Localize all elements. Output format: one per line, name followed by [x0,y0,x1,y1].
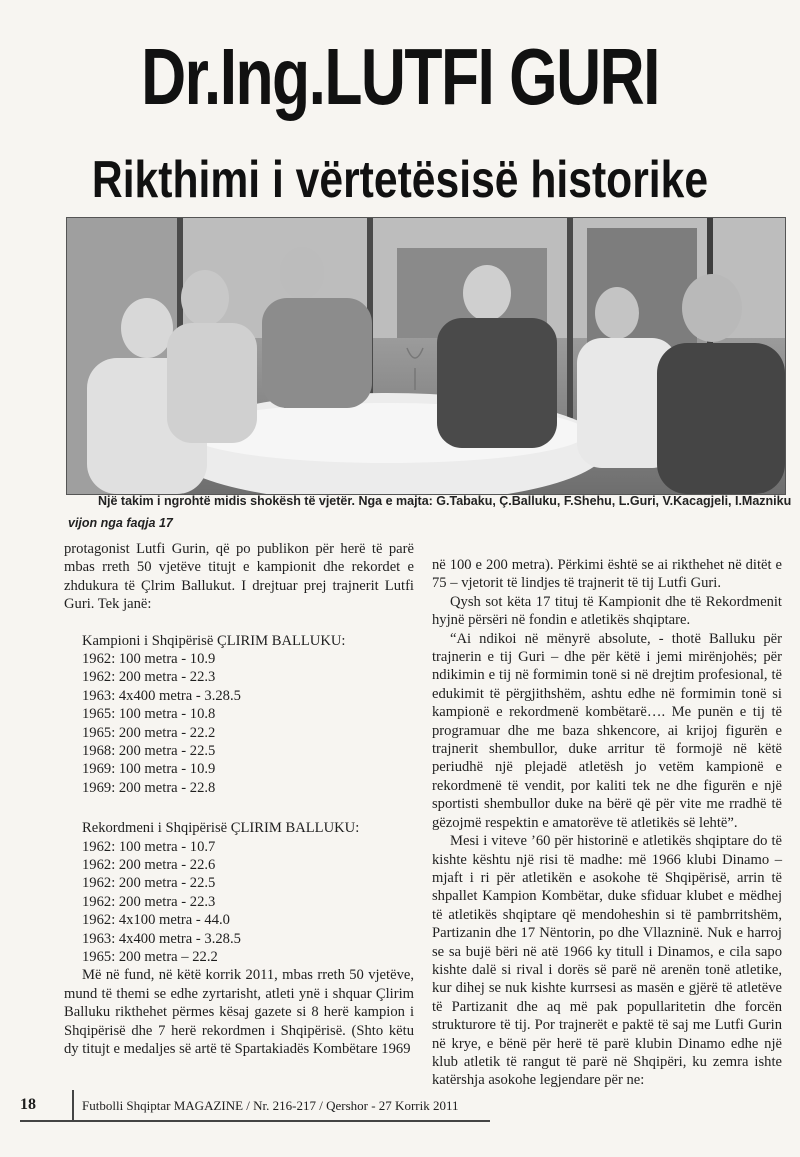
list-item: 1965: 100 metra - 10.8 [82,706,216,723]
list-item: 1962: 100 metra - 10.7 [82,838,216,855]
champion-list-header: Kampioni i Shqipërisë ÇLIRIM BALLUKU: [82,632,346,649]
photo-caption: Një takim i ngrohtë midis shokësh të vjetër. Nga e majta: G.Tabaku, Ç.Balluku, F.Shehu, L.Guri, V.Kacagjeli, I.Mazniku [98,494,792,508]
right-column [432,556,782,1090]
right-paragraph-3: “Ai ndikoi në mënyrë absolute, - thotë Balluku për trajnerin e tij Guri – dhe për këtë i jemi mirënjohës; për ndikimin e tij në formimin tonë si në drejtim profesional, të edukimit të përgjithshëm, ashtu edhe në formimin tonë si kampionë e rekordmenë kombëtarë…. Me punën e tij të programuar dhe me baza shkencore, ai krijoj figurën e trajnerit shembullor, duke arritur të formojë në këtë periudhë një plejadë atletësh jo vetëm kampionë e rekordmenë të vendit, por kaliti tek ne dhe figurën e një sportisti shembullor duke na bërë që për vite me rradhë të gëzojmë respektin e amatorëve të atletikës së lehtë”. [432,630,782,831]
right-paragraph-4: Mesi i viteve ’60 për historinë e atletikës shqiptare do të kishte kështu një risi të madhe: më 1966 klubi Dinamo – mjaft i ri për atletikën e asokohe të Shqipërisë, arrin të shpallet Kampion Kombëtar, duke sfiduar klubet e mëdhej të atletikës shqiptare që mendoheshin si të pambrritshëm, Partizanin dhe 17 Nëntorin, po dhe Vllazninë. Nuk e harroj se sa bujë bëri në atë 1966 ky titull i Dinamos, e cila sapo kishte dalë si rival i dorës së parë në arenën tonë atletike, kur dihej se nuk kishte kurrsesi as masën e gjërë të atletëve të Partizanit dhe aq më pak popullaritetin dhe forcën strukturore të tij. Por trajnerët e paktë të saj me Lutfi Gurin në krye, e bënë për herë të parë klubin Dinamo edhe një klub atletik të rangut të parë në Shqipëri, ku zemra ishte katërshja asokohe legjendare për ne: [432,833,782,1089]
group-photo [66,217,786,495]
records-list-header: Rekordmeni i Shqipërisë ÇLIRIM BALLUKU: [82,820,360,837]
publication-info: Futbolli Shqiptar MAGAZINE / Nr. 216-217 / Qershor - 27 Korrik 2011 [82,1098,459,1113]
list-item: 1969: 100 metra - 10.9 [82,761,216,778]
list-item: 1965: 200 metra – 22.2 [82,948,218,965]
list-item: 1962: 200 metra - 22.3 [82,893,216,910]
list-item: 1968: 200 metra - 22.5 [82,742,216,759]
left-column [64,540,414,1058]
list-item: 1963: 4x400 metra - 3.28.5 [82,687,241,704]
list-item: 1962: 200 metra - 22.5 [82,875,216,892]
intro-paragraph: protagonist Lutfi Gurin, që po publikon për herë të parë mbas rreth 50 vjetëve titujt e kampionit dhe rekordet e zhdukura të Çlrim Ballukut. I drejtuar prej trajnerit Lutfi Guri. Tek janë: [64,541,414,613]
right-paragraph-2: Qysh sot këta 17 tituj të Kampionit dhe të Rekordmenit hyjnë përsëri në fondin e atletikës shqiptare. [432,593,782,629]
right-paragraph-1: në 100 e 200 metra). Përkimi është se ai rikthehet në ditët e 75 – vjetorit të lindjes të trajnerit të tij Lutfi Guri. [432,557,782,592]
footer-divider [72,1090,74,1120]
article-subtitle: Rikthimi i vërtetësisë historike [91,151,709,209]
list-item: 1965: 200 metra - 22.2 [82,724,216,741]
closing-paragraph: Më në fund, në këtë korrik 2011, mbas rreth 50 vjetëve, mund të themi se edhe zyrtarisht, atleti ynë i shquar Çlirim Balluku rikthehet përmes kësaj gazete si 8 herë kampion i Shqipërisë dhe 7 herë rekordmen i Shqipërisë. (Shto këtu dy titujt e medaljes së artë të Spartakiadës Kombëtare 1969 [64,967,414,1057]
list-item: 1963: 4x400 metra - 3.28.5 [82,930,241,947]
article-title: Dr.Ing.LUTFI GURI [141,32,659,121]
page-number: 18 [20,1096,36,1113]
records-list [82,819,414,966]
list-item: 1962: 4x100 metra - 44.0 [82,912,230,929]
continued-from-note: vijon nga faqja 17 [68,516,173,530]
champion-titles-list [82,632,414,798]
list-item: 1969: 200 metra - 22.8 [82,779,216,796]
list-item: 1962: 200 metra - 22.6 [82,856,216,873]
page-footer [20,1090,490,1122]
list-item: 1962: 100 metra - 10.9 [82,651,216,668]
list-item: 1962: 200 metra - 22.3 [82,669,216,686]
